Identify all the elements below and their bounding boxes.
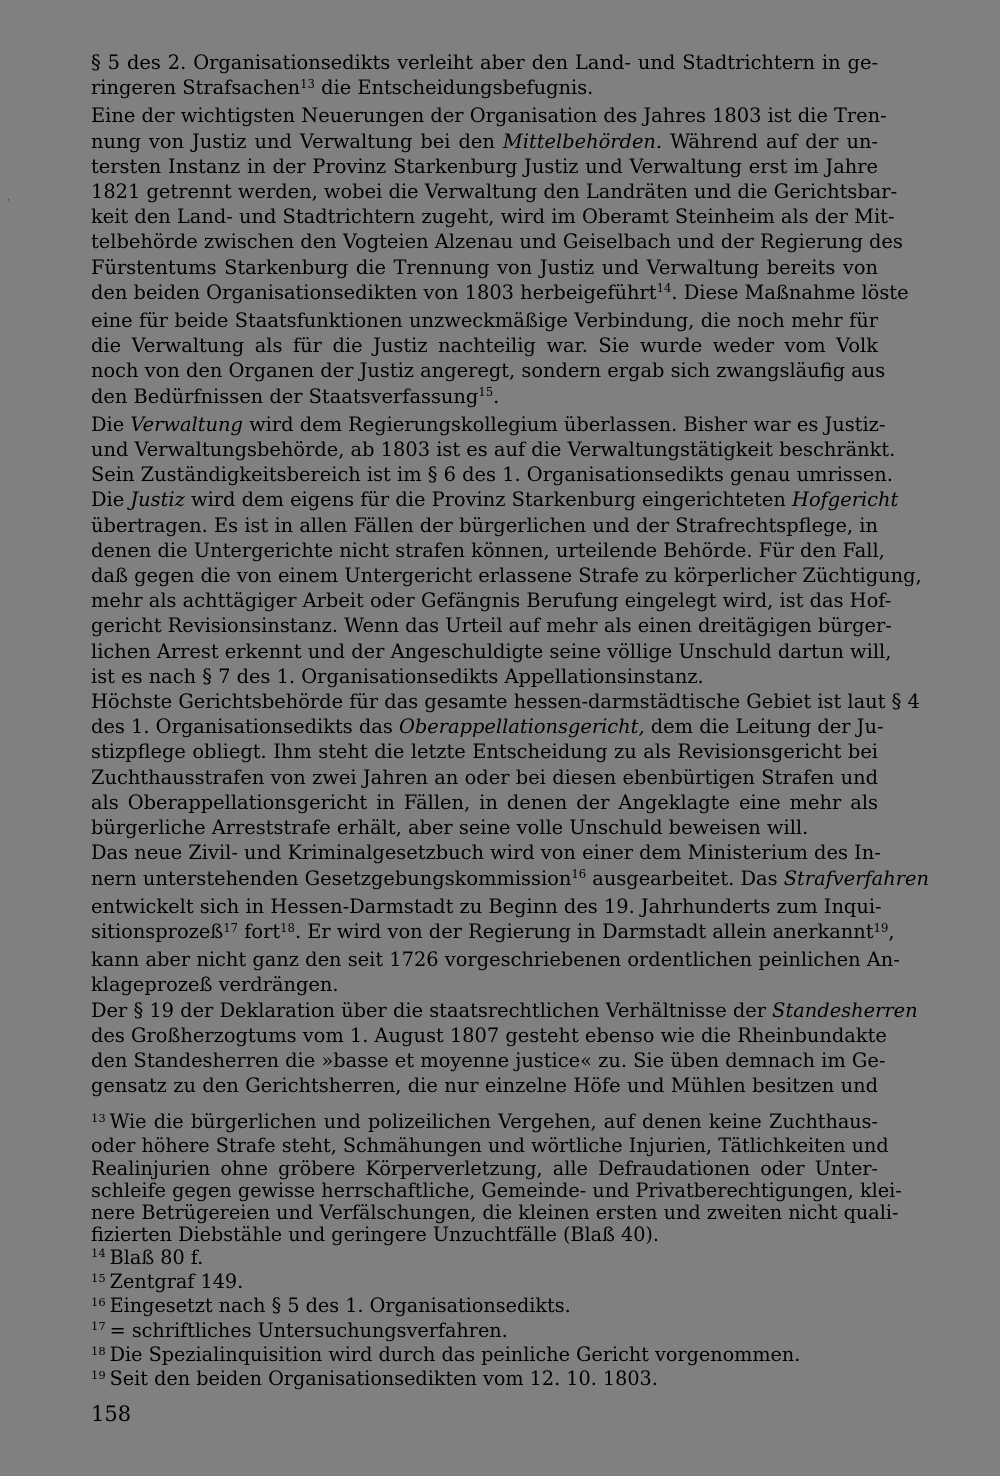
text-line: Sein Zuständigkeitsbereich ist im § 6 des 1. Organisationsedikts genau umrissen. [91,463,893,487]
footnote-line: $^{15}$ Zentgraf 149. [91,1270,244,1294]
footnote-line: schleife gegen gewisse herrschaftliche, Gemeinde- und Privatberechtigungen, klei- [91,1178,902,1202]
text-line: Der § 19 der Deklaration über die staatsrechtlichen Verhältnisse der Standesherren [91,998,918,1022]
paragraph [91,840,929,997]
text-line: mehr als achttägiger Arbeit oder Gefängnis Berufung eingelegt wird, ist das Hof- [91,589,892,613]
footnote-18 [91,1344,878,1368]
footnote-line: $^{18}$ Die Spezialinquisition wird durch das peinliche Gericht vorgenommen. [91,1342,801,1366]
footnote-line: $^{16}$ Eingesetzt nach § 5 des 1. Organisationsedikts. [91,1294,571,1318]
footnotes [91,1110,902,1393]
text-line: tersten Instanz in der Provinz Starkenburg Justiz und Verwaltung erst im Jahre [91,154,878,178]
text-line: des 1. Organisationsedikts das Oberappellationsgericht, dem die Leitung der Ju- [91,715,884,739]
text-line: telbehörde zwischen den Vogteien Alzenau und Geiselbach und der Regierung des [91,230,903,254]
text-line: Fürstentums Starkenburg die Trennung von Justiz und Verwaltung bereits von [91,255,878,279]
text-line: ringeren Strafsachen$^{13}$ die Entscheidungsbefugnis. [91,76,594,100]
text-line: nern unterstehenden Gesetzgebungskommission$^{16}$ ausgearbeitet. Das Strafverfahren [91,866,929,890]
text-line: ist es nach § 7 des 1. Organisationsedikts Appellationsinstanz. [91,664,704,688]
text-line: Das neue Zivil- und Kriminalgesetzbuch wird von einer dem Ministerium des In- [91,841,881,865]
page-number: 158 [91,1402,132,1426]
footnote-number: 14 [91,1246,106,1261]
text-line: Die Justiz wird dem eigens für die Provinz Starkenburg eingerichteten Hofgericht [91,488,899,512]
paragraph [91,487,922,689]
text-line: nung von Justiz und Verwaltung bei den Mittelbehörden. Während auf der un- [91,129,878,153]
text-line: keit den Land- und Stadtrichtern zugeht, wird im Oberamt Steinheim als der Mit- [91,205,895,229]
text-line: die Verwaltung als für die Justiz nachteilig war. Sie wurde weder vom Volk [91,334,878,358]
footnote-line: nere Betrügereien und Verfälschungen, die kleinen ersten und zweiten nicht quali- [91,1201,899,1225]
footnote-number: 13 [91,1110,106,1125]
footnote-line: fizierten Diebstähle und geringere Unzuchtfälle (Blaß 40). [91,1223,660,1247]
text-line: gensatz zu den Gerichtsherren, die nur einzelne Höfe und Mühlen besitzen und [91,1074,878,1098]
text-line: daß gegen die von einem Untergericht erlassene Strafe zu körperlicher Züchtigung, [91,564,922,588]
footnote-17 [91,1320,878,1344]
footnote-line: $^{17}$ = schriftliches Untersuchungsverfahren. [91,1318,508,1342]
paragraph [91,998,918,1099]
text-line: und Verwaltungsbehörde, ab 1803 ist es auf die Verwaltungstätigkeit beschränkt. [91,438,896,462]
footnote-line: Realinjurien ohne gröbere Körperverletzung, alle Defraudationen oder Unter- [91,1156,878,1180]
footnote-line: oder höhere Strafe steht, Schmähungen und wörtliche Injurien, Tätlichkeiten und [91,1134,889,1158]
text-line: bürgerliche Arreststrafe erhält, aber seine volle Unschuld beweisen will. [91,816,809,840]
footnote-16 [91,1295,878,1319]
text-line: 1821 getrennt werden, wobei die Verwaltung den Landräten und die Gerichtsbar- [91,180,898,204]
text-line: denen die Untergerichte nicht strafen können, urteilende Behörde. Für den Fall, [91,538,885,562]
text-line: § 5 des 2. Organisationsedikts verleiht aber den Land- und Stadtrichtern in ge- [91,51,878,74]
footnote-number: 18 [91,1343,106,1358]
paragraph [91,50,878,103]
text-line: als Oberappellationsgericht in Fällen, in denen der Angeklagte eine mehr als [91,790,878,814]
footnote-number: 17 [91,1319,106,1334]
scan-speck: · [7,196,10,206]
footnote-14 [91,1247,878,1271]
text-line: Die Verwaltung wird dem Regierungskollegium überlassen. Bisher war es Justiz- [91,412,886,436]
footnote-13 [91,1110,902,1247]
footnote-19 [91,1368,878,1392]
text-line: klageprozeß verdrängen. [91,973,339,997]
text-line: entwickelt sich in Hessen-Darmstadt zu Beginn des 19. Jahrhunderts zum Inqui- [91,894,882,918]
footnote-number: 16 [91,1295,106,1310]
text-line: den Standesherren die »basse et moyenne justice« zu. Sie üben demnach im Ge- [91,1048,886,1072]
text-line: eine für beide Staatsfunktionen unzweckmäßige Verbindung, die noch mehr für [91,309,878,333]
paragraph [91,689,920,840]
text-line: den Bedürfnissen der Staatsverfassung$^{15}$. [91,384,500,408]
main-text [91,50,929,1098]
footnote-line: $^{19}$ Seit den beiden Organisationsedikten vom 12. 10. 1803. [91,1367,658,1391]
text-line: Höchste Gerichtsbehörde für das gesamte hessen-darmstädtische Gebiet ist laut § 4 [91,690,920,714]
text-line: noch von den Organen der Justiz angeregt, sondern ergab sich zwangsläufig aus [91,359,886,383]
footnote-line: $^{14}$ Blaß 80 f. [91,1245,204,1269]
text-line: lichen Arrest erkennt und der Angeschuldigte seine völlige Unschuld dartun will, [91,639,892,663]
text-line: kann aber nicht ganz den seit 1726 vorgeschriebenen ordentlichen peinlichen An- [91,948,900,972]
text-line: den beiden Organisationsedikten von 1803 herbeigeführt$^{14}$. Diese Maßnahme löste [91,280,909,304]
text-line: sitionsprozeß$^{17}$ fort$^{18}$. Er wird von der Regierung in Darmstadt allein anerkannt$^{19}$, [91,919,895,943]
text-line: gericht Revisionsinstanz. Wenn das Urteil auf mehr als einen dreitägigen bürger- [91,614,892,638]
text-line: stizpflege obliegt. Ihm steht die letzte Entscheidung zu als Revisionsgericht bei [91,740,878,764]
text-line: des Großherzogtums vom 1. August 1807 gesteht ebenso wie die Rheinbundakte [91,1023,887,1047]
text-line: Zuchthausstrafen von zwei Jahren an oder bei diesen ebenbürtigen Strafen und [91,765,878,789]
footnote-line: $^{13}$ Wie die bürgerlichen und polizeilichen Vergehen, auf denen keine Zuchthaus- [91,1110,878,1133]
footnote-number: 19 [91,1367,106,1382]
footnote-15 [91,1271,878,1295]
text-line: Eine der wichtigsten Neuerungen der Organisation des Jahres 1803 ist die Tren- [91,104,887,128]
footnote-number: 15 [91,1270,106,1285]
text-line: übertragen. Es ist in allen Fällen der bürgerlichen und der Strafrechtspflege, in [91,513,878,537]
paragraph [91,412,896,488]
paragraph [91,103,909,411]
